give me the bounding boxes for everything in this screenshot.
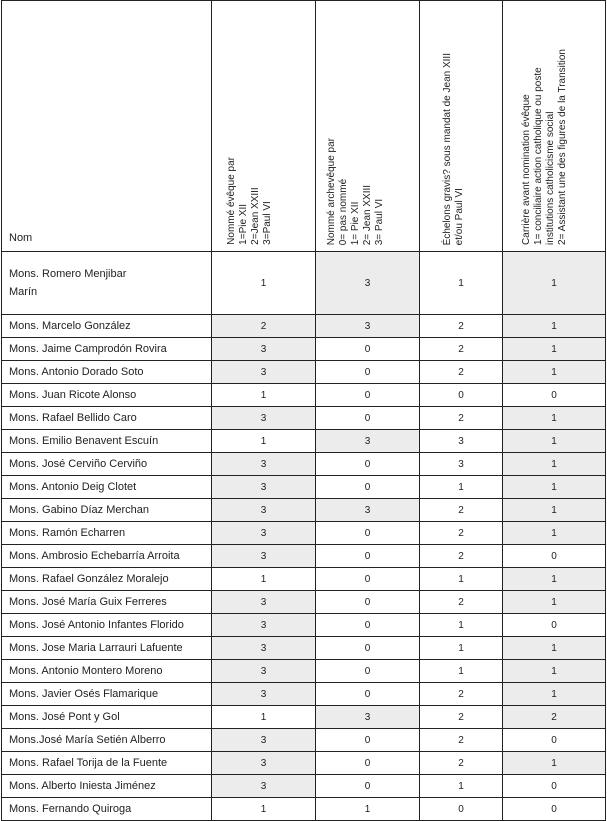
cell-col1: 1 bbox=[212, 384, 316, 407]
bishop-name: Mons. Ambrosio Echebarría Arroita bbox=[2, 545, 212, 568]
cell-col4: 1 bbox=[503, 453, 606, 476]
cell-col3: 2 bbox=[420, 315, 503, 338]
cell-col4: 1 bbox=[503, 683, 606, 706]
table-row bbox=[2, 522, 606, 545]
bishop-name: Mons. Rafael González Moralejo bbox=[2, 568, 212, 591]
cell-col3: 1 bbox=[420, 775, 503, 798]
header-row bbox=[2, 1, 606, 252]
cell-col1: 1 bbox=[212, 430, 316, 453]
cell-col4: 1 bbox=[503, 476, 606, 499]
cell-col2: 3 bbox=[316, 706, 420, 729]
table-row bbox=[2, 338, 606, 361]
table-row bbox=[2, 614, 606, 637]
bishop-name: Mons. Rafael Torija de la Fuente bbox=[2, 752, 212, 775]
cell-col4: 0 bbox=[503, 798, 606, 821]
cell-col4: 0 bbox=[503, 614, 606, 637]
table-row bbox=[2, 591, 606, 614]
table-row bbox=[2, 384, 606, 407]
cell-col1: 3 bbox=[212, 522, 316, 545]
cell-col3: 2 bbox=[420, 591, 503, 614]
cell-col1: 3 bbox=[212, 683, 316, 706]
cell-col1: 2 bbox=[212, 315, 316, 338]
cell-col3: 0 bbox=[420, 384, 503, 407]
bishop-name: Mons. Ramón Echarren bbox=[2, 522, 212, 545]
cell-col4: 1 bbox=[503, 407, 606, 430]
cell-col4: 1 bbox=[503, 752, 606, 775]
cell-col4: 1 bbox=[503, 361, 606, 384]
cell-col1: 3 bbox=[212, 729, 316, 752]
cell-col2: 0 bbox=[316, 453, 420, 476]
table-row bbox=[2, 407, 606, 430]
cell-col3: 2 bbox=[420, 338, 503, 361]
cell-col4: 1 bbox=[503, 637, 606, 660]
cell-col2: 3 bbox=[316, 252, 420, 315]
header-col1-line: 1=Pie XII bbox=[238, 204, 249, 245]
cell-col1: 3 bbox=[212, 338, 316, 361]
cell-col4: 1 bbox=[503, 591, 606, 614]
cell-col3: 0 bbox=[420, 798, 503, 821]
cell-col3: 1 bbox=[420, 252, 503, 315]
cell-col1: 3 bbox=[212, 752, 316, 775]
header-col1 bbox=[212, 1, 316, 252]
cell-col4: 0 bbox=[503, 384, 606, 407]
bishop-name: Mons. Rafael Bellido Caro bbox=[2, 407, 212, 430]
cell-col3: 3 bbox=[420, 430, 503, 453]
cell-col3: 2 bbox=[420, 522, 503, 545]
bishop-name: Mons. Fernando Quiroga bbox=[2, 798, 212, 821]
cell-col2: 3 bbox=[316, 315, 420, 338]
cell-col4: 1 bbox=[503, 568, 606, 591]
table-row bbox=[2, 315, 606, 338]
cell-col3: 1 bbox=[420, 476, 503, 499]
cell-col1: 3 bbox=[212, 660, 316, 683]
header-col2-line: 2= Jean XXIII bbox=[362, 184, 373, 245]
cell-col3: 2 bbox=[420, 752, 503, 775]
table-row bbox=[2, 430, 606, 453]
cell-col3: 2 bbox=[420, 499, 503, 522]
cell-col4: 2 bbox=[503, 706, 606, 729]
header-col4-line: 1= conciliaire action catholique ou poste bbox=[533, 67, 544, 245]
table-row bbox=[2, 252, 606, 315]
cell-col2: 0 bbox=[316, 407, 420, 430]
bishop-name: Mons. Jose Maria Larrauri Lafuente bbox=[2, 637, 212, 660]
header-col3 bbox=[420, 1, 503, 252]
table-row bbox=[2, 706, 606, 729]
table-row bbox=[2, 752, 606, 775]
cell-col2: 0 bbox=[316, 683, 420, 706]
cell-col2: 0 bbox=[316, 591, 420, 614]
table-row bbox=[2, 683, 606, 706]
cell-col3: 2 bbox=[420, 361, 503, 384]
bishop-name: Mons. José Cerviño Cerviño bbox=[2, 453, 212, 476]
bishop-name: Mons. Marcelo González bbox=[2, 315, 212, 338]
header-col2-line: Nommé archevêque par bbox=[326, 137, 337, 245]
cell-col2: 0 bbox=[316, 522, 420, 545]
cell-col2: 3 bbox=[316, 430, 420, 453]
cell-col3: 2 bbox=[420, 729, 503, 752]
cell-col2: 0 bbox=[316, 729, 420, 752]
header-col2-line: 1= Pie XII bbox=[350, 201, 361, 245]
table-row bbox=[2, 499, 606, 522]
cell-col2: 0 bbox=[316, 545, 420, 568]
cell-col4: 1 bbox=[503, 660, 606, 683]
cell-col1: 3 bbox=[212, 361, 316, 384]
cell-col4: 0 bbox=[503, 729, 606, 752]
cell-col2: 0 bbox=[316, 384, 420, 407]
cell-col2: 0 bbox=[316, 338, 420, 361]
bishop-name: Mons. Emilio Benavent Escuín bbox=[2, 430, 212, 453]
cell-col1: 1 bbox=[212, 706, 316, 729]
bishop-name: Mons.José María Setién Alberro bbox=[2, 729, 212, 752]
cell-col4: 1 bbox=[503, 522, 606, 545]
header-name: Nom bbox=[2, 1, 212, 252]
cell-col1: 3 bbox=[212, 499, 316, 522]
header-col3-line: Échelons gravis? sous mandat de Jean XIII bbox=[442, 52, 453, 245]
table-row bbox=[2, 361, 606, 384]
bishop-name: Mons. Javier Osés Flamarique bbox=[2, 683, 212, 706]
cell-col1: 1 bbox=[212, 252, 316, 315]
header-col4-line: 2= Assistant une des figures de la Transition bbox=[557, 49, 568, 245]
bishop-name: Mons. Romero Menjibar Marín bbox=[2, 252, 212, 315]
cell-col3: 3 bbox=[420, 453, 503, 476]
cell-col3: 1 bbox=[420, 614, 503, 637]
cell-col3: 1 bbox=[420, 568, 503, 591]
cell-col2: 3 bbox=[316, 499, 420, 522]
header-col1-line: Nommé évêque par bbox=[226, 157, 237, 245]
table-row bbox=[2, 545, 606, 568]
bishop-name: Mons. Antonio Dorado Soto bbox=[2, 361, 212, 384]
cell-col4: 1 bbox=[503, 315, 606, 338]
cell-col1: 3 bbox=[212, 775, 316, 798]
table-row bbox=[2, 729, 606, 752]
cell-col2: 0 bbox=[316, 775, 420, 798]
cell-col4: 1 bbox=[503, 430, 606, 453]
table-row bbox=[2, 453, 606, 476]
bishop-name: Mons. Antonio Deig Clotet bbox=[2, 476, 212, 499]
cell-col1: 3 bbox=[212, 407, 316, 430]
header-col2 bbox=[316, 1, 420, 252]
table-row bbox=[2, 775, 606, 798]
header-col2-line: 0= pas nommé bbox=[338, 178, 349, 245]
header-col4-line: institutions catholicisme social bbox=[545, 111, 556, 245]
bishop-name: Mons. José Pont y Gol bbox=[2, 706, 212, 729]
cell-col1: 3 bbox=[212, 591, 316, 614]
bishop-name: Mons. José María Guix Ferreres bbox=[2, 591, 212, 614]
cell-col2: 0 bbox=[316, 568, 420, 591]
table-row bbox=[2, 568, 606, 591]
cell-col1: 3 bbox=[212, 637, 316, 660]
cell-col2: 0 bbox=[316, 476, 420, 499]
cell-col2: 0 bbox=[316, 361, 420, 384]
cell-col1: 3 bbox=[212, 545, 316, 568]
cell-col3: 1 bbox=[420, 660, 503, 683]
cell-col3: 2 bbox=[420, 706, 503, 729]
bishops-table bbox=[1, 0, 606, 821]
header-col1-line: 3=Paul VI bbox=[262, 201, 273, 245]
table-row bbox=[2, 798, 606, 821]
cell-col3: 2 bbox=[420, 683, 503, 706]
cell-col4: 0 bbox=[503, 545, 606, 568]
bishop-name: Mons. Juan Ricote Alonso bbox=[2, 384, 212, 407]
cell-col2: 0 bbox=[316, 614, 420, 637]
cell-col3: 1 bbox=[420, 637, 503, 660]
cell-col2: 0 bbox=[316, 752, 420, 775]
bishop-name: Mons. Gabino Díaz Merchan bbox=[2, 499, 212, 522]
header-col2-line: 3= Paul VI bbox=[374, 198, 385, 245]
cell-col3: 2 bbox=[420, 545, 503, 568]
cell-col1: 1 bbox=[212, 798, 316, 821]
bishop-name: Mons. Antonio Montero Moreno bbox=[2, 660, 212, 683]
table-row bbox=[2, 476, 606, 499]
cell-col2: 0 bbox=[316, 637, 420, 660]
header-col4 bbox=[503, 1, 606, 252]
bishop-name: Mons. José Antonio Infantes Florido bbox=[2, 614, 212, 637]
cell-col1: 3 bbox=[212, 614, 316, 637]
cell-col2: 0 bbox=[316, 660, 420, 683]
cell-col4: 1 bbox=[503, 252, 606, 315]
table-row bbox=[2, 637, 606, 660]
header-col3-line: et/ou Paul VI bbox=[454, 187, 465, 245]
cell-col3: 2 bbox=[420, 407, 503, 430]
table-row bbox=[2, 660, 606, 683]
header-col1-line: 2=Jean XXIII bbox=[250, 187, 261, 245]
header-col4-line: Carrière avant nomination évêque bbox=[521, 94, 532, 245]
cell-col2: 1 bbox=[316, 798, 420, 821]
cell-col4: 1 bbox=[503, 499, 606, 522]
cell-col4: 0 bbox=[503, 775, 606, 798]
cell-col1: 3 bbox=[212, 453, 316, 476]
bishop-name: Mons. Alberto Iniesta Jiménez bbox=[2, 775, 212, 798]
cell-col1: 3 bbox=[212, 476, 316, 499]
cell-col1: 1 bbox=[212, 568, 316, 591]
cell-col4: 1 bbox=[503, 338, 606, 361]
bishop-name: Mons. Jaime Camprodón Rovira bbox=[2, 338, 212, 361]
